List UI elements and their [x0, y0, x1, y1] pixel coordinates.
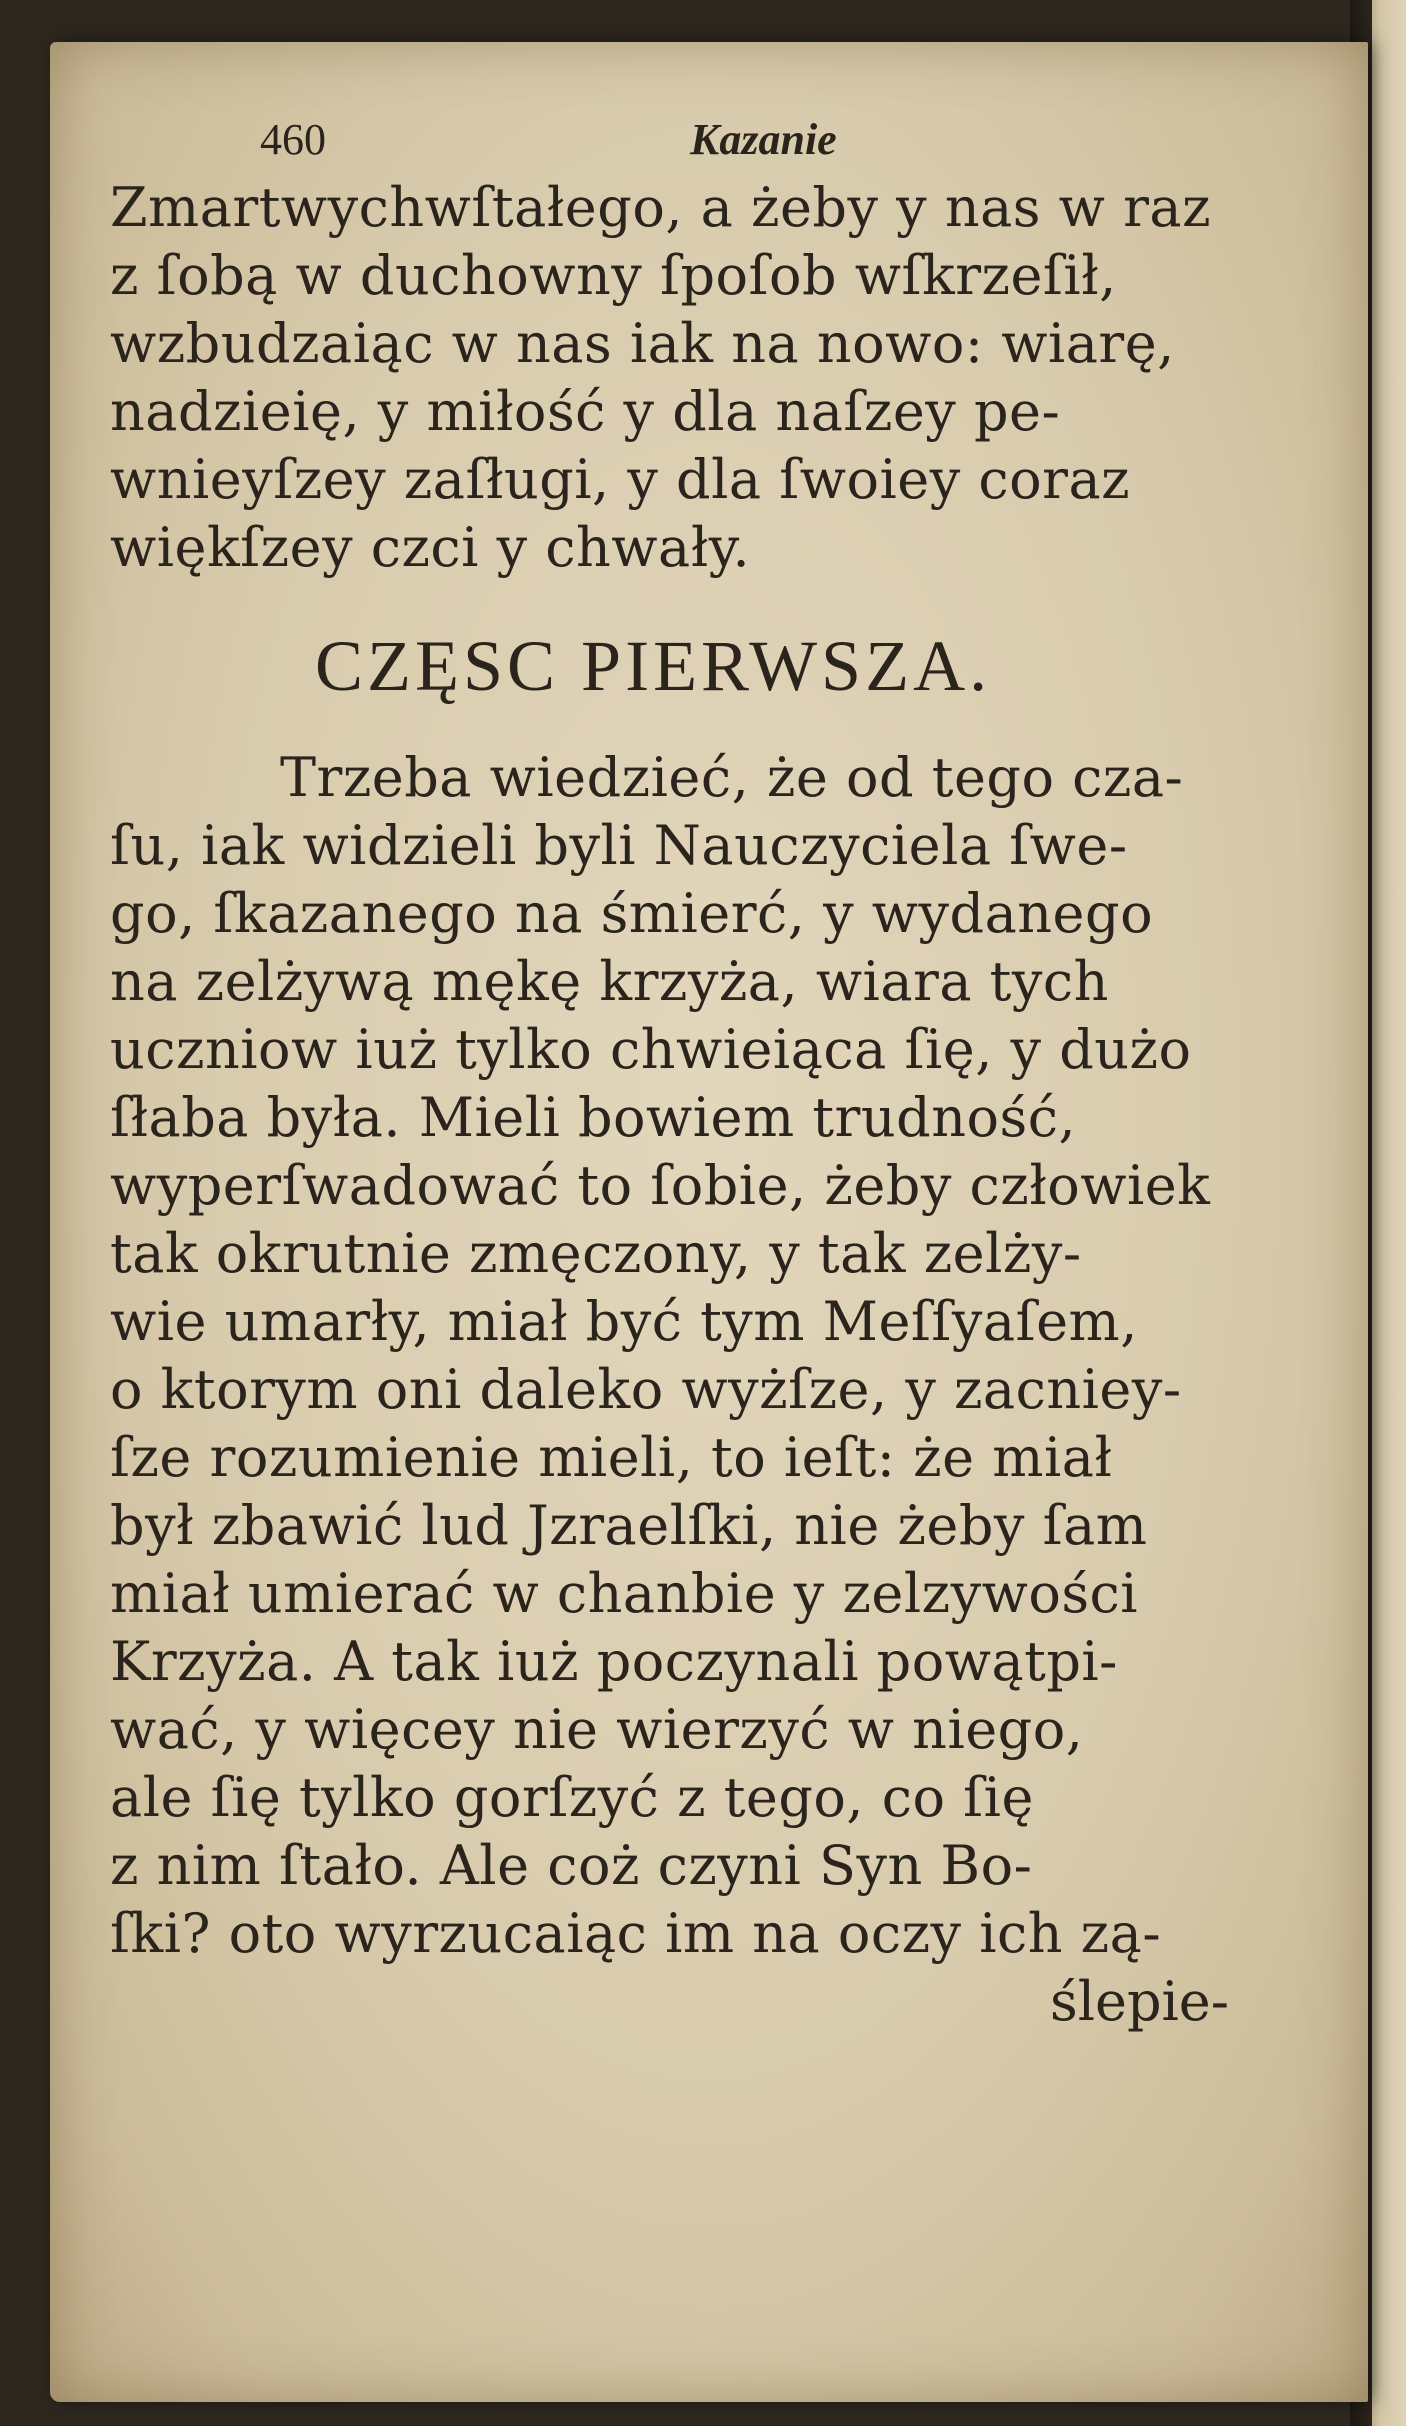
text-line: na zelżywą mękę krzyża, wiara tych — [110, 950, 1109, 1013]
text-line: miał umierać w chanbie y zelzywości — [110, 1562, 1139, 1625]
text-line: uczniow iuż tylko chwieiąca ſię, y dużo — [110, 1018, 1192, 1081]
text-line: o ktorym oni daleko wyżſze, y zacniey- — [110, 1358, 1182, 1421]
text-line: był zbawić lud Jzraelſki, nie żeby ſam — [110, 1494, 1148, 1557]
text-line: wyperſwadować to ſobie, żeby człowiek — [110, 1154, 1211, 1217]
text-line: Krzyża. A tak iuż poczynali powątpi- — [110, 1630, 1118, 1693]
paragraph-main — [110, 744, 1310, 1968]
text-line: tak okrutnie zmęczony, y tak zelży- — [110, 1222, 1082, 1285]
text-line: nadzieię, y miłość y dla naſzey pe- — [110, 380, 1061, 443]
text-line: ſłaba była. Mieli bowiem trudność, — [110, 1086, 1077, 1149]
running-head: Kazanie — [690, 115, 837, 164]
page-number: 460 — [260, 115, 326, 164]
text-line: Trzeba wiedzieć, że od tego cza- — [280, 746, 1184, 809]
text-line: wzbudzaiąc w nas iak na nowo: wiarę, — [110, 312, 1175, 375]
text-line: ſze rozumienie mieli, to ieſt: że miał — [110, 1426, 1113, 1489]
text-line: Zmartwychwſtałego, a żeby y nas w raz — [110, 176, 1212, 239]
text-line: wie umarły, miał być tym Meſſyaſem, — [110, 1290, 1138, 1353]
text-line: wać, y więcey nie wierzyć w niego, — [110, 1698, 1084, 1761]
catchword: ślepie- — [1050, 1970, 1229, 2033]
text-line: ſu, iak widzieli byli Nauczyciela ſwe- — [110, 814, 1128, 877]
text-line: ſki? oto wyrzucaiąc im na oczy ich zą- — [110, 1902, 1162, 1965]
facing-page-edge — [1372, 0, 1406, 2426]
paragraph-opening — [110, 174, 1310, 582]
text-line: z nim ſtało. Ale coż czyni Syn Bo- — [110, 1834, 1033, 1897]
page-header — [110, 100, 1310, 174]
section-heading: CZĘSC PIERWSZA. — [315, 626, 992, 706]
text-line: z ſobą w duchowny ſpoſob wſkrzeſił, — [110, 244, 1117, 307]
page-text — [110, 100, 1310, 2036]
text-line: wnieyſzey zaſługi, y dla ſwoiey coraz — [110, 448, 1131, 511]
text-line: go, ſkazanego na śmierć, y wydanego — [110, 882, 1154, 945]
text-line: więkſzey czci y chwały. — [110, 516, 751, 579]
text-line: ale ſię tylko gorſzyć z tego, co ſię — [110, 1766, 1034, 1829]
